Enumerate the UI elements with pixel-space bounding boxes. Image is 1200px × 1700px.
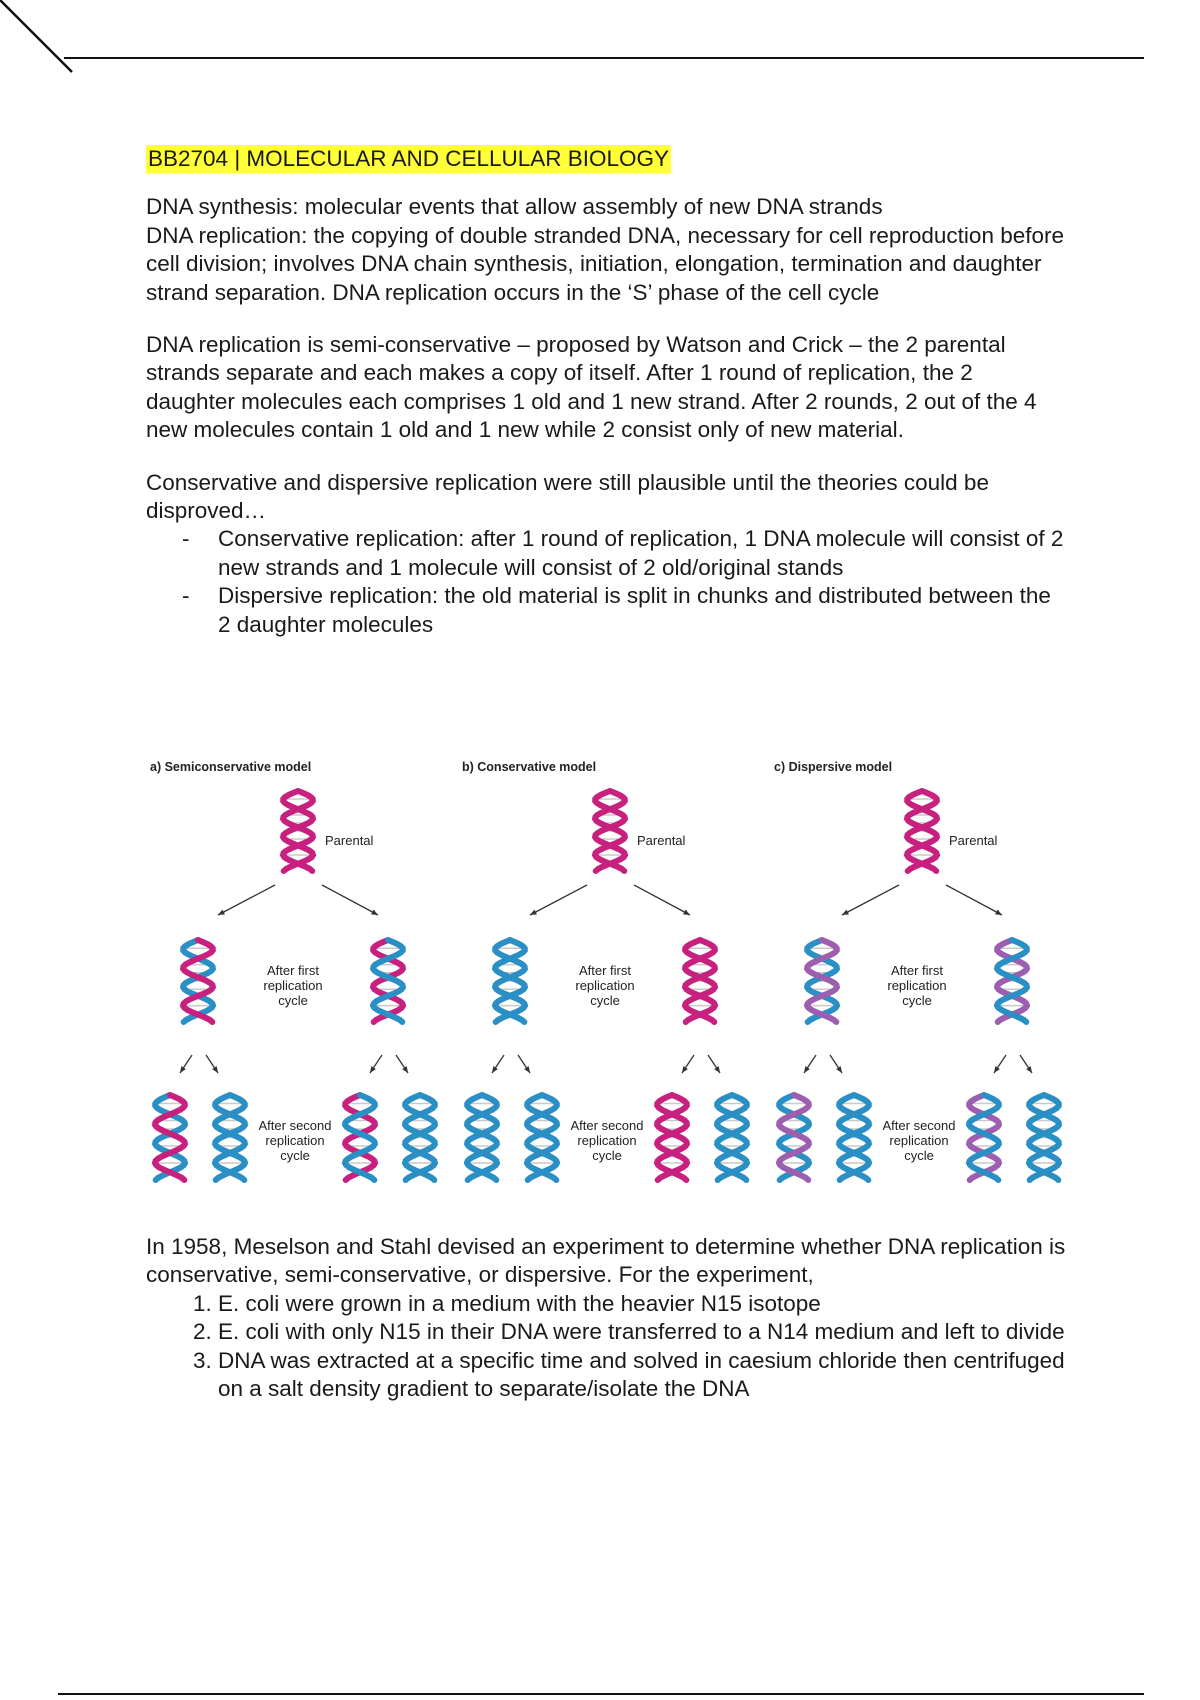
first-cycle-helix [495,940,525,1022]
second-cycle-label: After second replication cycle [570,1118,644,1163]
alternatives-list [146,525,1066,639]
arrowhead [994,1066,1000,1073]
second-cycle-helix [215,1095,245,1180]
second-cycle-helix [467,1095,497,1180]
panel-title: b) Conservative model [462,760,597,774]
second-cycle-label: After second replication cycle [258,1118,332,1163]
second-cycle-helix [527,1095,557,1180]
list-item: 1. E. coli were grown in a medium with the heavier N15 isotope [218,1290,1066,1318]
first-cycle-label: After first replication cycle [887,963,947,1008]
second-cycle-helix [405,1095,435,1180]
arrowhead [212,1066,218,1073]
second-cycle-helix [839,1095,869,1180]
second-cycle-helix [1029,1095,1059,1180]
parental-label: Parental [637,833,686,848]
second-cycle-helix [969,1095,999,1180]
list-item: - Conservative replication: after 1 round of replication, 1 DNA molecule will consist of 2 new strands and 1 molecule will consist of 2 old/original stands [218,525,1066,582]
parental-label: Parental [325,833,374,848]
footer-rule [58,1693,1144,1695]
arrow [634,885,690,915]
corner-diagonal-line [0,0,80,80]
first-cycle-helix [997,940,1027,1022]
list-item: 2. E. coli with only N15 in their DNA were transferred to a N14 medium and left to divide [218,1318,1066,1346]
arrowhead [1026,1066,1032,1073]
arrowhead [492,1066,498,1073]
page-body [146,145,1066,639]
list-item: - Dispersive replication: the old material is split in chunks and distributed between the 2 daughter molecules [218,582,1066,639]
first-cycle-label: After first replication cycle [263,963,323,1008]
arrowhead [370,1066,376,1073]
panel-title: c) Dispersive model [774,760,893,774]
second-cycle-helix [779,1095,809,1180]
arrowhead [714,1066,720,1073]
semiconservative-panel [150,760,435,1180]
second-cycle-helix [345,1095,375,1180]
arrow [218,885,275,915]
arrowhead [836,1066,842,1073]
definition-dna-synthesis: DNA synthesis: molecular events that allow assembly of new DNA strands [146,194,883,220]
arrow [946,885,1002,915]
conservative-panel [462,760,747,1180]
second-cycle-helix [155,1095,185,1180]
arrowhead [524,1066,530,1073]
course-title: BB2704 | MOLECULAR AND CELLULAR BIOLOGY [146,145,671,173]
panel-title: a) Semiconservative model [150,760,312,774]
second-cycle-label: After second replication cycle [882,1118,956,1163]
first-cycle-helix [373,940,403,1022]
second-cycle-helix [717,1095,747,1180]
replication-models-figure [150,755,1070,1205]
arrowhead [402,1066,408,1073]
arrow [322,885,378,915]
parental-label: Parental [949,833,998,848]
arrow [842,885,899,915]
experiment-section [146,1233,1066,1403]
first-cycle-helix [183,940,213,1022]
header-rule [64,57,1144,59]
parental-helix [907,791,937,871]
experiment-intro: In 1958, Meselson and Stahl devised an experiment to determine whether DNA replication is conservative, semi-conservative, or dispersive. For the experiment, [146,1234,1066,1288]
first-cycle-label: After first replication cycle [575,963,635,1008]
parental-helix [283,791,313,871]
arrowhead [682,1066,688,1073]
dispersive-panel [774,760,1059,1180]
arrow [530,885,587,915]
list-item: 3. DNA was extracted at a specific time and solved in caesium chloride then centrifuged on a salt density gradient to separate/isolate the DNA [218,1347,1066,1404]
first-cycle-helix [685,940,715,1022]
experiment-steps [146,1290,1066,1404]
arrowhead [180,1066,186,1073]
definition-dna-replication: DNA replication: the copying of double stranded DNA, necessary for cell reproduction before cell division; involves DNA chain synthesis, initiation, elongation, termination and daughter strand separation. DNA replication occurs in the ‘S’ phase of the cell cycle [146,222,1065,305]
definitions-paragraph [146,193,1066,307]
alternatives-intro: Conservative and dispersive replication were still plausible until the theories could be disproved… [146,469,989,524]
semi-conservative-paragraph: DNA replication is semi-conservative – proposed by Watson and Crick – the 2 parental strands separate and each makes a copy of itself. After 1 round of replication, the 2 daughter molecules each comprises 1 old and 1 new strand. After 2 rounds, 2 out of the 4 new molecules contain 1 old and 1 new while 2 consist only of new material. [146,332,1037,443]
arrowhead [804,1066,810,1073]
parental-helix [595,791,625,871]
second-cycle-helix [657,1095,687,1180]
first-cycle-helix [807,940,837,1022]
